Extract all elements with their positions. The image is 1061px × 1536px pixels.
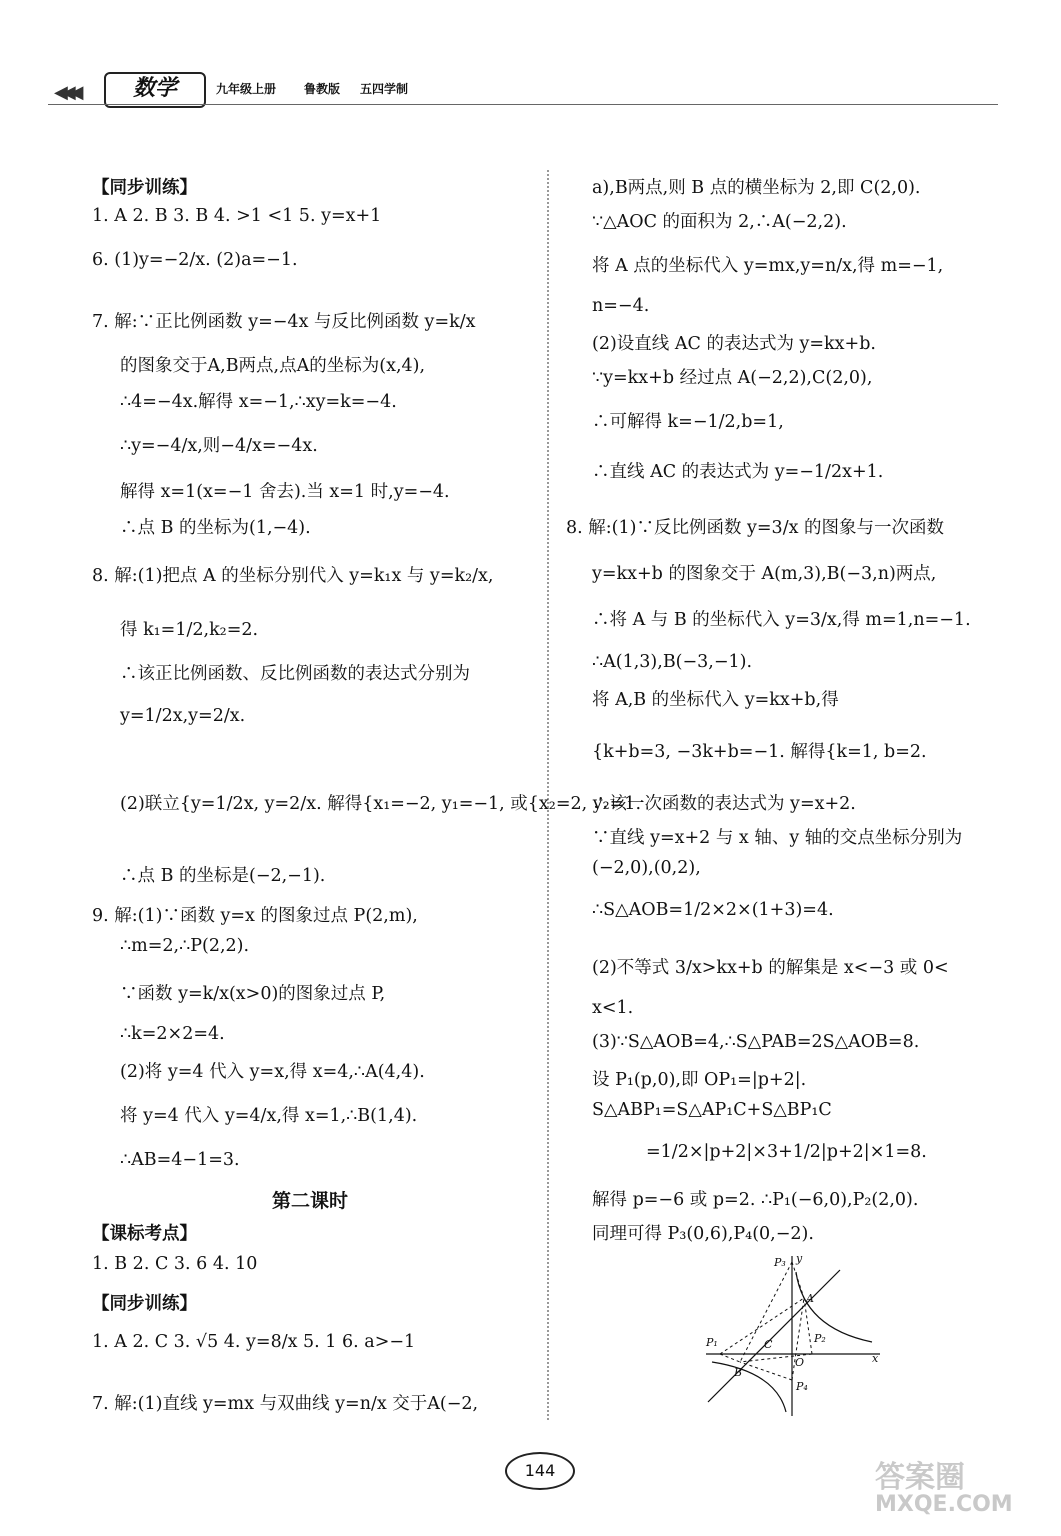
answer-line: 1. A 2. B 3. B 4. >1 <1 5. y=x+1	[92, 206, 382, 226]
answer-line: ∴点 B 的坐标是(−2,−1).	[120, 866, 326, 886]
answer-line: y=kx+b 的图象交于 A(m,3),B(−3,n)两点,	[592, 564, 937, 584]
answer-line: ∴点 B 的坐标为(1,−4).	[120, 518, 311, 538]
answer-line: ∴将 A 与 B 的坐标代入 y=3/x,得 m=1,n=−1.	[592, 610, 971, 630]
section-heading: 【课标考点】	[92, 1224, 197, 1244]
answer-line: ∴可解得 k=−1/2,b=1,	[592, 412, 784, 432]
answer-line: 7. 解:(1)直线 y=mx 与双曲线 y=n/x 交于A(−2,	[92, 1394, 479, 1414]
label-p3: P₃	[774, 1256, 786, 1269]
answer-line: 7. 解:∵正比例函数 y=−4x 与反比例函数 y=k/x	[92, 312, 476, 332]
answer-line: 8. 解:(1)把点 A 的坐标分别代入 y=k₁x 与 y=k₂/x,	[92, 566, 494, 586]
answer-line: (−2,0),(0,2),	[592, 858, 701, 878]
answer-line: 得 k₁=1/2,k₂=2.	[120, 620, 259, 640]
section-heading: 【同步训练】	[92, 178, 197, 198]
answer-line: S△ABP₁=S△AP₁C+S△BP₁C	[592, 1100, 832, 1120]
answer-line: (2)联立{y=1/2x, y=2/x. 解得{x₁=−2, y₁=−1, 或{x₂=2, y₂=1.	[120, 794, 642, 814]
answer-line: 1. A 2. C 3. √5 4. y=8/x 5. 1 6. a>−1	[92, 1332, 416, 1352]
answer-line: 设 P₁(p,0),即 OP₁=|p+2|.	[592, 1070, 807, 1090]
answer-line: ∵直线 y=x+2 与 x 轴、y 轴的交点坐标分别为	[592, 828, 963, 848]
answer-line: (2)设直线 AC 的表达式为 y=kx+b.	[592, 334, 876, 354]
header-arrows-icon: ◀◀◀	[54, 82, 78, 103]
answer-line: =1/2×|p+2|×3+1/2|p+2|×1=8.	[646, 1142, 927, 1162]
page-header	[48, 72, 998, 108]
answer-line: n=−4.	[592, 296, 650, 316]
answer-line: {k+b=3, −3k+b=−1. 解得{k=1, b=2.	[592, 742, 927, 762]
header-rule	[48, 104, 998, 105]
answer-line: ∴4=−4x.解得 x=−1,∴xy=k=−4.	[120, 392, 397, 412]
answer-line: ∴直线 AC 的表达式为 y=−1/2x+1.	[592, 462, 884, 482]
answer-line: a),B两点,则 B 点的横坐标为 2,即 C(2,0).	[592, 178, 921, 198]
coordinate-figure	[700, 1250, 890, 1422]
answer-line: (2)不等式 3/x>kx+b 的解集是 x<−3 或 0<	[592, 958, 949, 978]
answer-line: ∴m=2,∴P(2,2).	[120, 936, 250, 956]
answer-line: ∵△AOC 的面积为 2,∴A(−2,2).	[592, 212, 847, 232]
answer-line: ∴该正比例函数、反比例函数的表达式分别为	[120, 664, 470, 684]
label-p1: P₁	[706, 1336, 718, 1349]
answer-line: 8. 解:(1)∵反比例函数 y=3/x 的图象与一次函数	[566, 518, 945, 538]
answer-line: ∴该一次函数的表达式为 y=x+2.	[592, 794, 856, 814]
edition-label: 鲁教版	[304, 82, 341, 96]
label-x: x	[872, 1352, 879, 1365]
page-number: 144	[505, 1452, 575, 1490]
subject-badge: 数学	[104, 72, 206, 108]
answer-line: 解得 x=1(x=−1 舍去).当 x=1 时,y=−4.	[120, 482, 450, 502]
grade-label: 九年级上册	[216, 82, 277, 96]
label-a: A	[806, 1292, 814, 1305]
lesson-title: 第二课时	[272, 1190, 349, 1212]
answer-line: ∴y=−4/x,则−4/x=−4x.	[120, 436, 318, 456]
answer-line: 解得 p=−6 或 p=2. ∴P₁(−6,0),P₂(2,0).	[592, 1190, 919, 1210]
answer-line: (3)∵S△AOB=4,∴S△PAB=2S△AOB=8.	[592, 1032, 920, 1052]
label-c: C	[764, 1338, 773, 1351]
answer-line: (2)将 y=4 代入 y=x,得 x=4,∴A(4,4).	[120, 1062, 425, 1082]
answer-line: ∴AB=4−1=3.	[120, 1150, 240, 1170]
answer-line: 将 A 点的坐标代入 y=mx,y=n/x,得 m=−1,	[592, 256, 944, 276]
answer-line: 将 A,B 的坐标代入 y=kx+b,得	[592, 690, 839, 710]
answer-line: ∵函数 y=k/x(x>0)的图象过点 P,	[120, 984, 386, 1004]
answer-line: x<1.	[592, 998, 634, 1018]
answer-line: 的图象交于A,B两点,点A的坐标为(x,4),	[120, 356, 426, 376]
answer-line: ∵y=kx+b 经过点 A(−2,2),C(2,0),	[592, 368, 873, 388]
watermark-main: 答案圈	[875, 1460, 965, 1495]
label-p2: P₂	[814, 1332, 826, 1345]
answer-line: 1. B 2. C 3. 6 4. 10	[92, 1254, 258, 1274]
system-label: 五四学制	[360, 82, 409, 96]
label-y: y	[796, 1252, 803, 1265]
answer-line: ∴k=2×2=4.	[120, 1024, 225, 1044]
answer-line: 将 y=4 代入 y=4/x,得 x=1,∴B(1,4).	[120, 1106, 418, 1126]
answer-line: 6. (1)y=−2/x. (2)a=−1.	[92, 250, 298, 270]
answer-line: 9. 解:(1)∵函数 y=x 的图象过点 P(2,m),	[92, 906, 418, 926]
watermark-logo	[875, 1452, 1045, 1517]
answer-line: 同理可得 P₃(0,6),P₄(0,−2).	[592, 1224, 814, 1244]
answer-line: ∴S△AOB=1/2×2×(1+3)=4.	[592, 900, 834, 920]
answer-line: ∴A(1,3),B(−3,−1).	[592, 652, 753, 672]
hyperbola-right	[796, 1272, 872, 1342]
label-b: B	[734, 1366, 743, 1379]
watermark-url: MXQE.COM	[875, 1492, 1013, 1517]
answer-line: y=1/2x,y=2/x.	[120, 706, 246, 726]
label-p4: P₄	[796, 1380, 808, 1393]
section-heading: 【同步训练】	[92, 1294, 197, 1314]
label-o: O	[795, 1356, 805, 1369]
